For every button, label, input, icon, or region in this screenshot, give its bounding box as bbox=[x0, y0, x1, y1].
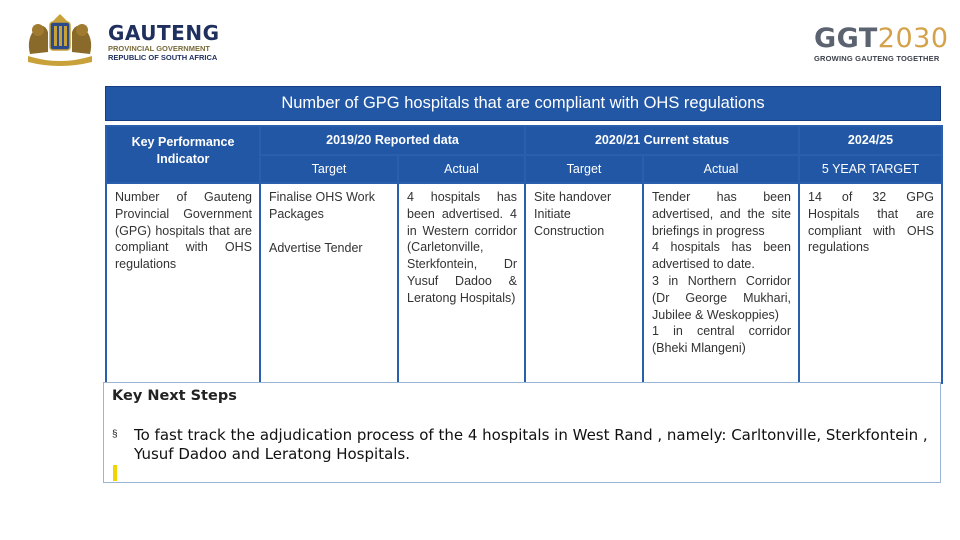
header-target-year: 2024/25 bbox=[799, 126, 942, 155]
next-steps-text: To fast track the adjudication process of the 4 hospitals in West Rand , namely: Carltonville, Sterkfontein , Yusuf Dadoo and Leratong Hospitals. bbox=[134, 426, 928, 463]
slide-title: Number of GPG hospitals that are compliant with OHS regulations bbox=[105, 86, 941, 121]
key-next-steps-panel bbox=[103, 382, 941, 483]
gauteng-logo-line2: REPUBLIC OF SOUTH AFRICA bbox=[108, 53, 218, 62]
gauteng-logo-line1: PROVINCIAL GOVERNMENT bbox=[108, 44, 210, 53]
gauteng-logo-text bbox=[108, 22, 219, 62]
actual-2020-text: Tender has been advertised, and the site briefings in progress 4 hospitals has been advertised to date. 3 in Northern Corridor (Dr George Mukhari, Jubilee & Weskoppies) 1 in central corridor (Bheki Mlangeni) bbox=[652, 190, 792, 356]
cell-actual-2020 bbox=[643, 183, 799, 383]
ggt2030-logo bbox=[814, 23, 949, 70]
target-2019-line2: Advertise Tender bbox=[269, 240, 363, 255]
header-current: 2020/21 Current status bbox=[525, 126, 799, 155]
header-kpi: Key Performance Indicator bbox=[106, 126, 260, 183]
header-actual-2020: Actual bbox=[643, 155, 799, 183]
kpi-table bbox=[105, 125, 943, 384]
cell-five-year-target bbox=[799, 183, 942, 383]
bullet-icon: § bbox=[112, 429, 118, 440]
coat-of-arms-icon bbox=[16, 8, 104, 70]
header-reported: 2019/20 Reported data bbox=[260, 126, 525, 155]
ggt2030-tagline: GROWING GAUTENG TOGETHER bbox=[814, 54, 940, 63]
cell-kpi bbox=[106, 183, 260, 383]
cell-target-2019 bbox=[260, 183, 398, 383]
target-2020-text: Site handover Initiate Construction bbox=[534, 190, 612, 238]
highlight-mark bbox=[113, 465, 117, 481]
header-five-year: 5 YEAR TARGET bbox=[799, 155, 942, 183]
header-target-2020: Target bbox=[525, 155, 643, 183]
ggt-logo-part1: GGT bbox=[814, 23, 878, 54]
target-2019-line1: Finalise OHS Work Packages bbox=[269, 190, 376, 221]
ggt2030-logo-title bbox=[814, 23, 949, 54]
key-next-steps-title: Key Next Steps bbox=[112, 388, 237, 404]
table-row bbox=[106, 183, 942, 383]
gauteng-logo-name: GAUTENG bbox=[108, 21, 220, 45]
actual-2019-text: 4 hospitals has been advertised. 4 in Western corridor (Carletonville, Sterkfontein, Dr Yusuf Dadoo & Leratong Hospitals) bbox=[407, 190, 518, 305]
gauteng-logo bbox=[16, 8, 220, 70]
header-actual-2019: Actual bbox=[398, 155, 525, 183]
five-year-target-text: 14 of 32 GPG Hospitals that are compliant with OHS regulations bbox=[808, 190, 935, 255]
kpi-text: Number of Gauteng Provincial Government (GPG) hospitals that are compliant with OHS regulations bbox=[115, 190, 252, 272]
cell-actual-2019 bbox=[398, 183, 525, 383]
cell-target-2020 bbox=[525, 183, 643, 383]
header-target-2019: Target bbox=[260, 155, 398, 183]
ggt-logo-part2: 2030 bbox=[877, 23, 949, 54]
